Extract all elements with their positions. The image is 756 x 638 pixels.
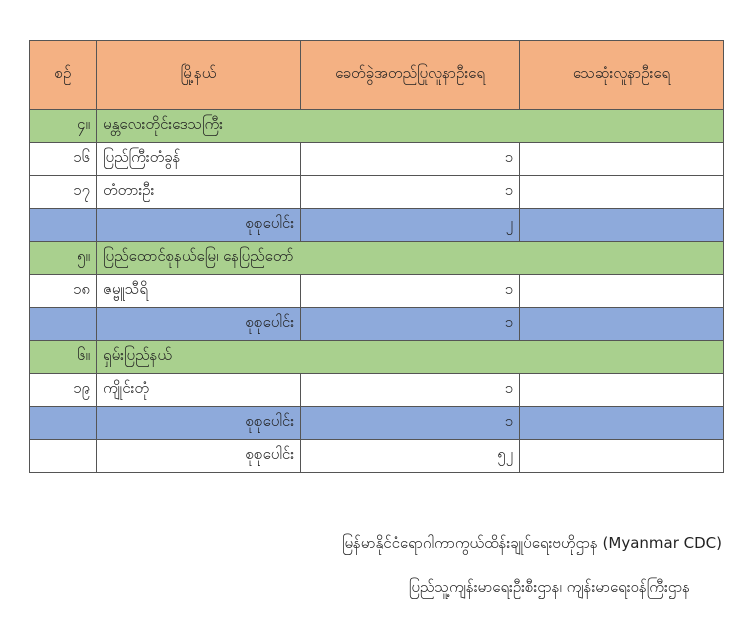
subtotal-row	[30, 407, 724, 440]
row-confirmed: ၁	[301, 374, 520, 407]
section-row	[30, 341, 724, 374]
section-name: ရှမ်းပြည်နယ်	[97, 341, 724, 374]
header-confirmed: ခေတ်ခွဲအတည်ပြုလူနာဦးရေ	[301, 41, 520, 110]
section-name: ပြည်ထောင်စုနယ်မြေ၊ နေပြည်တော်	[97, 242, 724, 275]
total-confirmed: ၅၂	[301, 440, 520, 473]
subtotal-blank	[30, 308, 97, 341]
header-deaths: သေဆုံးလူနာဦးရေ	[520, 41, 724, 110]
header-serial: စဉ်	[30, 41, 97, 110]
subtotal-label: စုစုပေါင်း	[97, 308, 301, 341]
row-number: ၁၇	[30, 176, 97, 209]
section-name: မန္တလေးတိုင်းဒေသကြီး	[97, 110, 724, 143]
section-row	[30, 110, 724, 143]
row-township: တံတားဦး	[97, 176, 301, 209]
subtotal-label: စုစုပေါင်း	[97, 407, 301, 440]
subtotal-confirmed: ၁	[301, 407, 520, 440]
subtotal-confirmed: ၂	[301, 209, 520, 242]
table-row	[30, 143, 724, 176]
subtotal-label: စုစုပေါင်း	[97, 209, 301, 242]
row-township: ကျိုင်းတုံ	[97, 374, 301, 407]
source-line-cdc: မြန်မာနိုင်ငံရောဂါကာကွယ်ထိန်းချုပ်ရေးဗဟိုဌာန (Myanmar CDC)	[341, 534, 722, 552]
subtotal-deaths	[520, 308, 724, 341]
header-row	[30, 41, 724, 110]
section-row	[30, 242, 724, 275]
total-deaths	[520, 440, 724, 473]
subtotal-deaths	[520, 407, 724, 440]
subtotal-deaths	[520, 209, 724, 242]
total-label: စုစုပေါင်း	[97, 440, 301, 473]
table-row	[30, 275, 724, 308]
subtotal-row	[30, 209, 724, 242]
row-township: ပြည်ကြီးတံခွန်	[97, 143, 301, 176]
total-blank	[30, 440, 97, 473]
row-deaths	[520, 143, 724, 176]
row-confirmed: ၁	[301, 176, 520, 209]
grand-total-row	[30, 440, 724, 473]
subtotal-blank	[30, 407, 97, 440]
row-township: ဇမ္ဗူသီရိ	[97, 275, 301, 308]
table-row	[30, 176, 724, 209]
row-deaths	[520, 275, 724, 308]
header-township: မြို့နယ်	[97, 41, 301, 110]
row-deaths	[520, 374, 724, 407]
section-number: ၄။	[30, 110, 97, 143]
row-deaths	[520, 176, 724, 209]
subtotal-confirmed: ၁	[301, 308, 520, 341]
row-number: ၁၈	[30, 275, 97, 308]
covid-case-table	[29, 40, 724, 473]
row-confirmed: ၁	[301, 143, 520, 176]
section-number: ၆။	[30, 341, 97, 374]
subtotal-row	[30, 308, 724, 341]
source-line-ministry: ပြည်သူ့ကျန်းမာရေးဦးစီးဌာန၊ ကျန်းမာရေးဝန်ကြီးဌာန	[408, 578, 690, 596]
subtotal-blank	[30, 209, 97, 242]
table-row	[30, 374, 724, 407]
row-number: ၁၆	[30, 143, 97, 176]
row-number: ၁၉	[30, 374, 97, 407]
section-number: ၅။	[30, 242, 97, 275]
row-confirmed: ၁	[301, 275, 520, 308]
